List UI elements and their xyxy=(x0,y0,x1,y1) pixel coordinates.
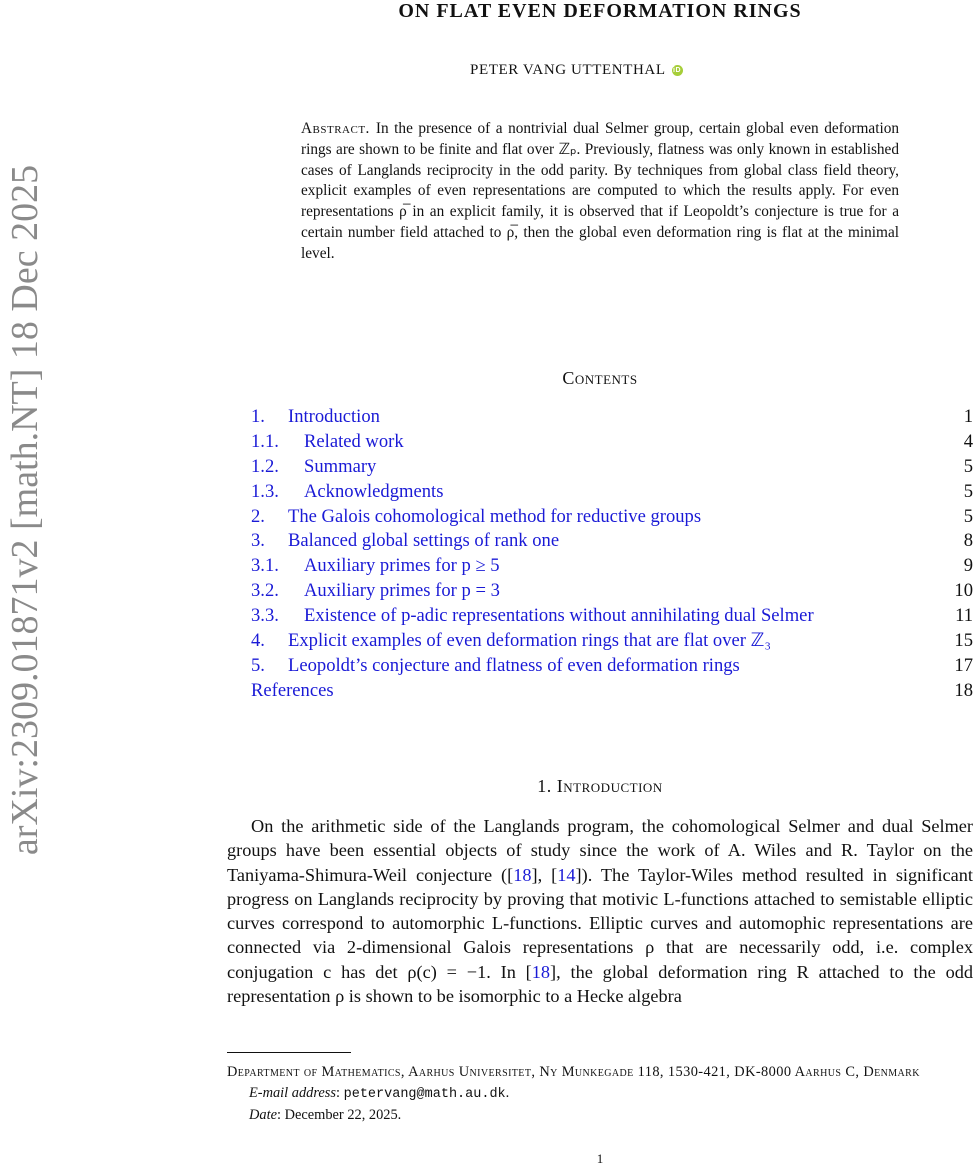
citation-link[interactable]: 18 xyxy=(531,961,551,982)
toc-entry xyxy=(251,579,973,604)
toc-title: The Galois cohomological method for reductive groups xyxy=(288,505,702,527)
toc-entry xyxy=(251,529,973,554)
toc-number: 4. xyxy=(251,630,265,652)
toc-number: 3.2. xyxy=(251,580,279,602)
footnote-rule xyxy=(227,1052,351,1053)
arxiv-sidebar-stamp xyxy=(0,120,50,900)
toc-page-number: 11 xyxy=(955,605,973,627)
email-label: E-mail address xyxy=(249,1084,337,1101)
toc-title: Auxiliary primes for p = 3 xyxy=(304,580,500,602)
toc-page-number: 4 xyxy=(963,430,973,452)
toc-page-number: 17 xyxy=(954,654,973,676)
toc-number: 1. xyxy=(251,406,265,427)
contents-heading: Contents xyxy=(562,368,638,388)
toc-link[interactable] xyxy=(251,654,740,679)
toc-title: Summary xyxy=(304,455,377,477)
toc-entry xyxy=(251,505,973,530)
toc-title: Balanced global settings of rank one xyxy=(288,530,560,552)
date-label: Date xyxy=(249,1107,277,1123)
toc-entry xyxy=(251,405,973,430)
abstract-label: Abstract. xyxy=(301,120,370,137)
toc-entry xyxy=(251,654,973,679)
introduction-number: 1. xyxy=(537,776,552,796)
introduction-title: Introduction xyxy=(556,776,663,796)
page-number: 1 xyxy=(596,1151,604,1166)
toc-entry xyxy=(251,629,973,654)
toc-page-number: 15 xyxy=(954,630,973,652)
introduction-heading xyxy=(228,776,972,797)
arxiv-identifier: arXiv:2309.01871v2 [math.NT] 18 Dec 2025 xyxy=(4,164,47,856)
toc-title: Introduction xyxy=(288,406,380,427)
toc-entry xyxy=(251,430,973,455)
toc-link[interactable] xyxy=(251,604,814,629)
toc-link[interactable] xyxy=(251,430,404,455)
toc-title: Existence of p-adic representations without annihilating dual Selmer xyxy=(304,605,814,627)
citation-link[interactable]: 18 xyxy=(513,864,532,885)
toc-link[interactable] xyxy=(251,405,380,430)
toc-page-number: 1 xyxy=(963,406,973,427)
toc-entry xyxy=(251,679,973,704)
toc-page-number: 5 xyxy=(963,480,973,502)
toc-title: Acknowledgments xyxy=(304,480,444,502)
intro-text-4: ], the global deformation ring R attached to the odd representation ρ is shown to be isomorphic to a Hecke algebra xyxy=(227,961,973,1007)
toc-number: 3.3. xyxy=(251,605,279,627)
intro-text-2: ], [ xyxy=(531,864,558,885)
toc-title: References xyxy=(251,679,334,701)
toc-page-number: 10 xyxy=(954,580,973,602)
toc-link[interactable] xyxy=(251,629,771,654)
footnote-block xyxy=(227,1062,973,1126)
toc-page-number: 9 xyxy=(963,555,973,577)
toc-page-number: 5 xyxy=(963,505,973,527)
orcid-icon[interactable]: iD xyxy=(673,67,682,74)
affiliation: Department of Mathematics, Aarhus Universitet, Ny Munkegade 118, 1530-421, DK-8000 Aarhus C, Denmark xyxy=(227,1064,920,1080)
toc-number: 3.1. xyxy=(251,555,279,577)
toc-link[interactable] xyxy=(251,554,500,579)
toc-link[interactable] xyxy=(251,579,500,604)
toc-number: 3. xyxy=(251,530,265,552)
citation-link[interactable]: 14 xyxy=(557,864,576,885)
toc-number: 1.3. xyxy=(251,480,279,502)
toc-title: Related work xyxy=(304,430,404,452)
toc-entry xyxy=(251,455,973,480)
author-line xyxy=(470,62,683,79)
date-line: Date: December 22, 2025. xyxy=(249,1107,402,1123)
email-line: E-mail address: petervang@math.au.dk. xyxy=(249,1084,510,1102)
toc-link[interactable] xyxy=(251,505,701,530)
abstract xyxy=(301,119,899,265)
toc-number: 5. xyxy=(251,654,265,676)
author-name: PETER VANG UTTENTHAL xyxy=(470,62,666,78)
toc-number: 2. xyxy=(251,505,265,527)
toc-link[interactable] xyxy=(251,455,376,480)
toc-number: 1.2. xyxy=(251,455,279,477)
toc-title: Auxiliary primes for p ≥ 5 xyxy=(304,555,500,577)
paper-title: ON FLAT EVEN DEFORMATION RINGS xyxy=(398,0,802,22)
toc-entry xyxy=(251,480,973,505)
email-address[interactable]: petervang@math.au.dk xyxy=(343,1086,506,1102)
abstract-text: In the presence of a nontrivial dual Selmer group, certain global even deformation rings are shown to be finite and flat over ℤₚ. Previously, flatness was only known in established cases of Langlands reciprocity in the odd parity. By techniques from global class field theory, explicit examples of even representations are computed to which the results apply. For even representations ρ̅ in an explicit family, it is observed that if Leopoldt’s conjecture is true for a certain number field attached to ρ̅, then the global even deformation ring is flat at the minimal level. xyxy=(301,120,899,262)
intro-text-1: On the arithmetic side of the Langlands program, the cohomological Selmer and dual Selmer groups have been essential objects of study since the work of A. Wiles and R. Taylor on the Taniyama-Shimura-Weil conjecture ([ xyxy=(227,816,973,885)
toc-page-number: 8 xyxy=(963,530,973,552)
toc-title: Leopoldt’s conjecture and flatness of even deformation rings xyxy=(288,654,740,676)
toc-entry xyxy=(251,554,973,579)
toc-entry xyxy=(251,604,973,629)
toc-link[interactable] xyxy=(251,529,559,554)
introduction-paragraph xyxy=(227,814,973,1008)
toc-title: Explicit examples of even deformation rings that are flat over ℤ₃ xyxy=(288,630,771,652)
toc-link[interactable] xyxy=(251,679,334,704)
toc-number: 1.1. xyxy=(251,430,279,452)
table-of-contents xyxy=(251,405,973,704)
date-value: December 22, 2025. xyxy=(284,1107,402,1123)
toc-page-number: 18 xyxy=(954,679,973,701)
intro-text-3: ]). The Taylor-Wiles method resulted in significant progress on Langlands reciprocity by proving that motivic L-functions attached to semistable elliptic curves correspond to automorphic L-functions. Elliptic curves and automophic representations are connected via 2-dimensional Galois representations ρ that are necessarily odd, i.e. complex conjugation c has det ρ(c) = −1. In [ xyxy=(227,864,973,982)
toc-page-number: 5 xyxy=(963,455,973,477)
toc-link[interactable] xyxy=(251,480,443,505)
